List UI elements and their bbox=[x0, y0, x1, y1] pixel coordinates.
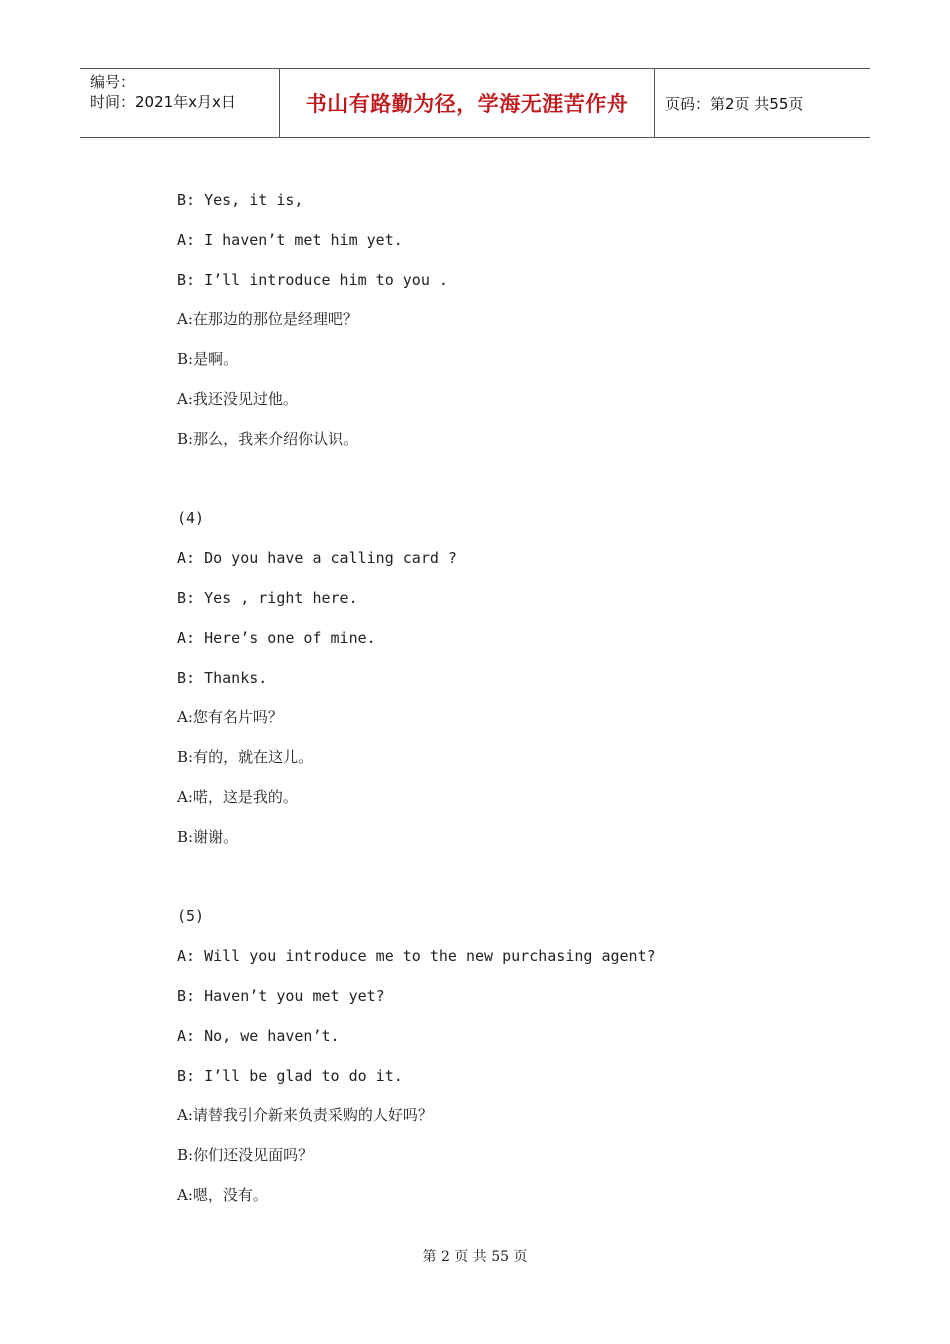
dialogue-content bbox=[177, 188, 827, 1223]
section-number: (4) bbox=[177, 509, 205, 528]
dialogue-line: A: Do you have a calling card ? bbox=[177, 549, 457, 568]
dialogue-line: A:我还没见过他。 bbox=[177, 389, 298, 408]
page-footer: 第 2 页 共 55 页 bbox=[422, 1249, 528, 1265]
dialogue-line: A: I haven’t met him yet. bbox=[177, 230, 403, 249]
dialogue-line: B: Haven’t you met yet? bbox=[177, 986, 385, 1005]
dialogue-line: A:在那边的那位是经理吧？ bbox=[177, 310, 358, 329]
header-motto: 书山有路勤为径，学海无涯苦作舟 bbox=[280, 69, 655, 137]
section-number: (5) bbox=[177, 907, 205, 926]
dialogue-line: B:是啊。 bbox=[177, 350, 239, 369]
dialogue-line: A:喏，这是我的。 bbox=[177, 787, 298, 806]
dialogue-line: A:您有名片吗？ bbox=[177, 708, 283, 727]
dialogue-line: B: Thanks. bbox=[177, 668, 268, 687]
blank-line bbox=[177, 865, 827, 905]
dialogue-line: B:谢谢。 bbox=[177, 827, 239, 846]
dialogue-line: A: No, we haven’t. bbox=[177, 1026, 340, 1045]
header-page-info: 页码：第2页 共55页 bbox=[665, 94, 804, 113]
dialogue-line: B: I’ll introduce him to you . bbox=[177, 270, 448, 289]
dialogue-line: A:请替我引介新来负责采购的人好吗？ bbox=[177, 1106, 433, 1125]
dialogue-line: B:有的，就在这儿。 bbox=[177, 748, 314, 767]
document-date-label: 时间：2021年x月x日 bbox=[90, 93, 236, 111]
blank-line bbox=[177, 467, 827, 507]
dialogue-line: A: Here’s one of mine. bbox=[177, 628, 376, 647]
dialogue-line: A:嗯，没有。 bbox=[177, 1185, 268, 1204]
document-number-label: 编号： bbox=[90, 73, 136, 91]
page-header bbox=[80, 68, 870, 138]
dialogue-line: B:你们还没见面吗？ bbox=[177, 1146, 314, 1165]
dialogue-line: B: I’ll be glad to do it. bbox=[177, 1066, 403, 1085]
dialogue-line: B: Yes , right here. bbox=[177, 588, 358, 607]
dialogue-line: B:那么，我来介绍你认识。 bbox=[177, 429, 359, 448]
dialogue-line: A: Will you introduce me to the new purchasing agent? bbox=[177, 947, 656, 966]
header-meta bbox=[80, 69, 280, 137]
dialogue-line: B: Yes, it is, bbox=[177, 191, 304, 209]
